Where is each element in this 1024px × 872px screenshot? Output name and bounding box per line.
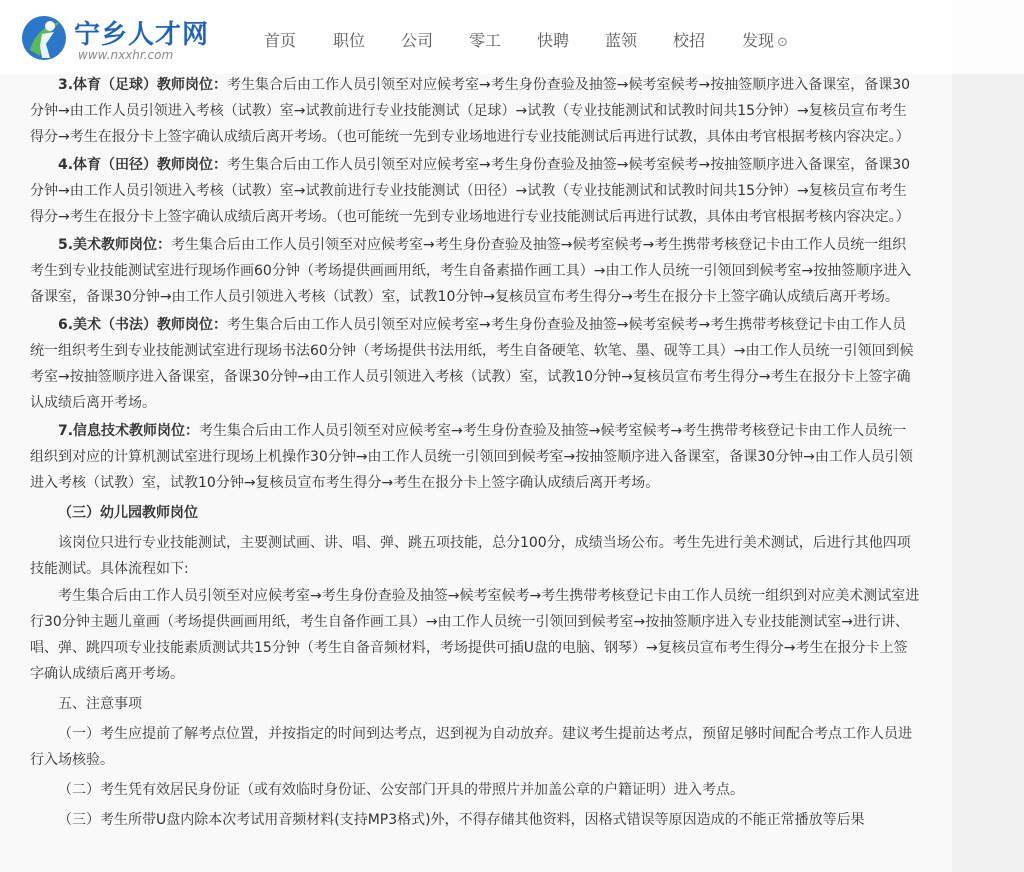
position-text: 考生集合后由工作人员引领至对应候考室→考生身份查验及抽签→候考室候考→考生携带考核登记卡由工作人员统一组织考生到专业技能测试室进行现场作画60分钟（考场提供画画用纸，考生自备素描作画工具）→由工作人员统一引领回到候考室→按抽签顺序进入备课室，备课30分钟→由工作人员引领进入考核（试教）室，试教10分钟→复核员宣布考生得分→考生在报分卡上签字确认成绩后离开考场。 <box>30 237 912 305</box>
site-logo[interactable] <box>20 8 230 70</box>
kindergarten-heading: （三）幼儿园教师岗位 <box>58 505 198 521</box>
kindergarten-intro: 该岗位只进行专业技能测试，主要测试画、讲、唱、弹、跳五项技能，总分100分，成绩当场公布。考生先进行美术测试，后进行其他四项技能测试。具体流程如下: <box>30 535 911 577</box>
nav-campus[interactable]: 校招 <box>673 31 706 50</box>
position-paragraph <box>30 232 920 310</box>
note-item: （一）考生应提前了解考点位置，并按指定的时间到达考点，迟到视为自动放弃。建议考生提前达考点，预留足够时间配合考点工作人员进行入场核验。 <box>30 726 912 768</box>
nav-companies[interactable]: 公司 <box>401 31 434 50</box>
circle-chevron-icon: ⊙ <box>777 35 788 50</box>
position-text: 考生集合后由工作人员引领至对应候考室→考生身份查验及抽签→候考室候考→按抽签顺序进入备课室，备课30分钟→由工作人员引领进入考核（试教）室→试教前进行专业技能测试（足球）→试教（专业技能测试和试教时间共15分钟）→复核员宣布考生得分→考生在报分卡上签字确认成绩后离开考场。（也可能统一先到专业场地进行专业技能测试后再进行试教，具体由考官根据考核内容决定。） <box>30 77 911 145</box>
position-title: 3.体育（足球）教师岗位： <box>58 77 228 93</box>
nav-home[interactable]: 首页 <box>264 31 297 50</box>
nav-gig-work[interactable]: 零工 <box>469 31 502 50</box>
kindergarten-flow: 考生集合后由工作人员引领至对应候考室→考生身份查验及抽签→候考室候考→考生携带考核登记卡由工作人员统一组织到对应美术测试室进行30分钟主题儿童画（考场提供画画用纸，考生自备作画工具）→由工作人员统一引领回到候考室→按抽签顺序进入专业技能测试室→进行讲、唱、弹、跳四项专业技能素质测试共15分钟（考生自备音频材料，考场提供可插U盘的电脑、钢琴）→复核员宣布考生得分→考生在报分卡上签字确认成绩后离开考场。 <box>30 588 920 682</box>
nav-discover[interactable] <box>742 28 788 51</box>
logo-mark-icon <box>20 10 68 66</box>
position-text: 考生集合后由工作人员引领至对应候考室→考生身份查验及抽签→候考室候考→按抽签顺序进入备课室，备课30分钟→由工作人员引领进入考核（试教）室→试教前进行专业技能测试（田径）→试教（专业技能测试和试教时间共15分钟）→复核员宣布考生得分→考生在报分卡上签字确认成绩后离开考场。（也可能统一先到专业场地进行专业技能测试后再进行试教，具体由考官根据考核内容决定。） <box>30 157 911 225</box>
position-paragraph <box>30 152 920 230</box>
position-text: 考生集合后由工作人员引领至对应候考室→考生身份查验及抽签→候考室候考→考生携带考核登记卡由工作人员统一组织考生到专业技能测试室进行现场书法60分钟（考场提供书法用纸，考生自备硬笔、软笔、墨、砚等工具）→由工作人员统一引领回到候考室→按抽签顺序进入备课室，备课30分钟→由工作人员引领进入考核（试教）室，试教10分钟→复核员宣布考生得分→考生在报分卡上签字确认成绩后离开考场。 <box>30 317 914 411</box>
position-title: 7.信息技术教师岗位： <box>58 423 200 439</box>
article-body <box>30 72 920 837</box>
position-paragraph <box>30 72 920 150</box>
nav-quick-hire[interactable]: 快聘 <box>537 31 570 50</box>
position-text: 考生集合后由工作人员引领至对应候考室→考生身份查验及抽签→候考室候考→考生携带考核登记卡由工作人员统一组织到对应的计算机测试室进行现场上机操作30分钟→由工作人员统一引领回到候考室→按抽签顺序进入备课室，备课30分钟→由工作人员引领进入考核（试教）室，试教10分钟→复核员宣布考生得分→考生在报分卡上签字确认成绩后离开考场。 <box>30 423 913 491</box>
site-name: 宁乡人才网 <box>74 20 210 50</box>
nav-discover-label: 发现 <box>742 31 775 50</box>
position-title: 6.美术（书法）教师岗位： <box>58 317 228 333</box>
position-paragraph <box>30 418 920 496</box>
note-item: （三）考生所带U盘内除本次考试用音频材料(支持MP3格式)外，不得存储其他资料，因格式错误等原因造成的不能正常播放等后果 <box>58 812 865 828</box>
position-title: 5.美术教师岗位： <box>58 237 172 253</box>
note-item: （二）考生凭有效居民身份证（或有效临时身份证、公安部门开具的带照片并加盖公章的户籍证明）进入考点。 <box>58 782 744 798</box>
nav-blue-collar[interactable]: 蓝领 <box>605 31 638 50</box>
position-paragraph <box>30 312 920 416</box>
site-url: www.nxxhr.com <box>78 48 174 62</box>
notes-heading: 五、注意事项 <box>58 696 142 712</box>
site-header <box>0 0 1024 74</box>
position-title: 4.体育（田径）教师岗位： <box>58 157 228 173</box>
nav-jobs[interactable]: 职位 <box>333 31 366 50</box>
